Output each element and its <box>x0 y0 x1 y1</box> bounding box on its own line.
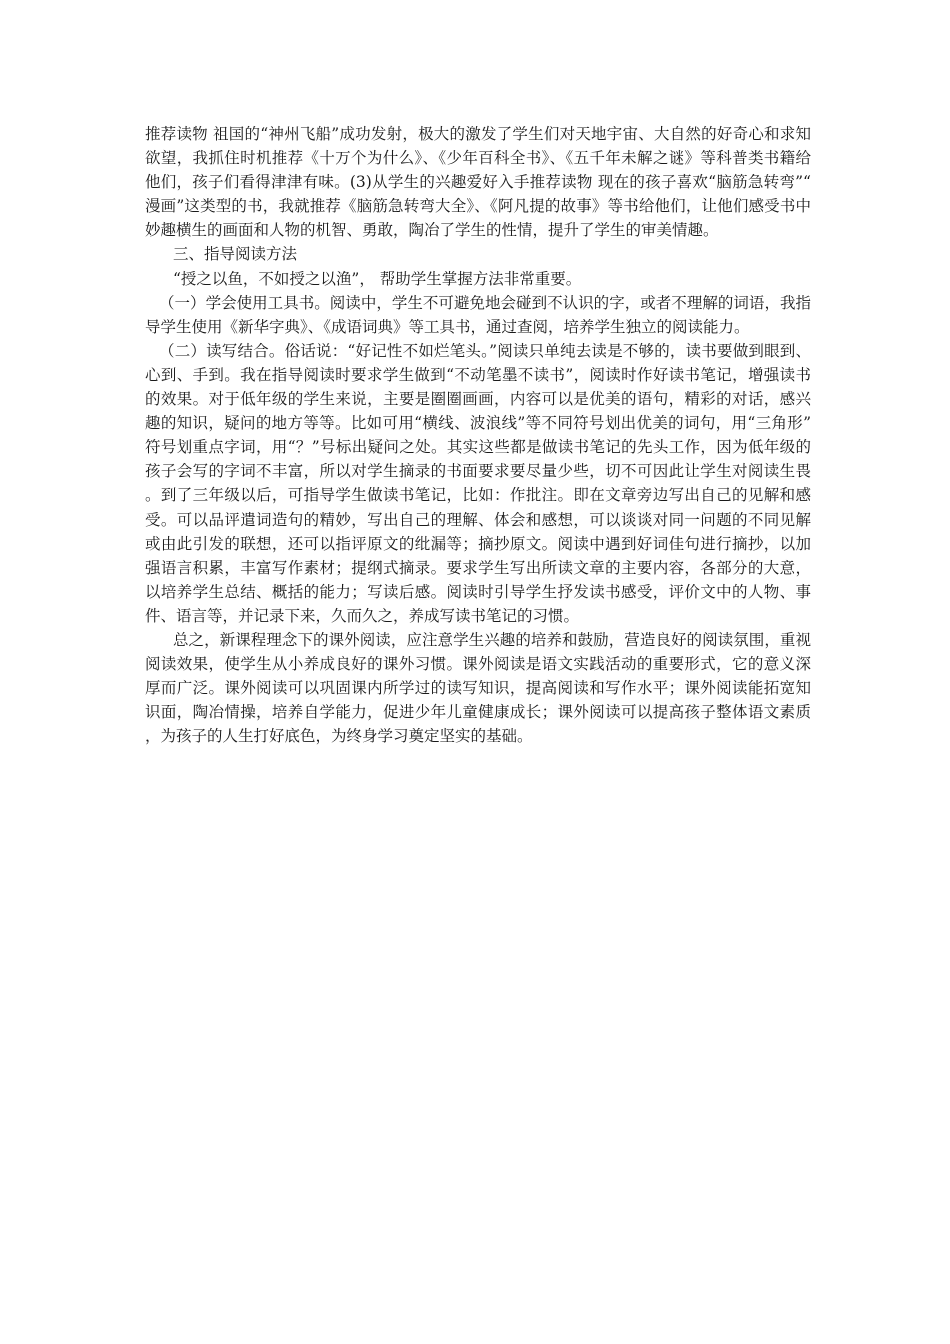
paragraph-recommended-reading: 推荐读物 祖国的“神州飞船”成功发射，极大的激发了学生们对天地宇宙、大自然的好奇心和求知欲望，我抓住时机推荐《十万个为什么》、《少年百科全书》、《五千年未解之谜》等科普类书籍给他们，孩子们看得津津有味。(3)从学生的兴趣爱好入手推荐读物 现在的孩子喜欢“脑筋急转弯”“漫画”这类型的书，我就推荐《脑筋急转弯大全》、《阿凡提的故事》等书给他们，让他们感受书中妙趣横生的画面和人物的机智、勇敢，陶冶了学生的性情，提升了学生的审美情趣。 <box>145 125 811 240</box>
paragraph-reading-writing: （二）读写结合。俗话说：“好记性不如烂笔头。”阅读只单纯去读是不够的，读书要做到眼到、心到、手到。我在指导阅读时要求学生做到“不动笔墨不读书”，阅读时作好读书笔记，增强读书的效果。对于低年级的学生来说，主要是圈圈画画，内容可以是优美的语句，精彩的对话，感兴趣的知识，疑问的地方等等。比如可用“横线、波浪线”等不同符号划出优美的词句，用“三角形”符号划重点字词，用“？”号标出疑问之处。其实这些都是做读书笔记的先头工作，因为低年级的孩子会写的字词不丰富，所以对学生摘录的书面要求要尽量少些，切不可因此让学生对阅读生畏。到了三年级以后，可指导学生做读书笔记，比如：作批注。即在文章旁边写出自己的见解和感受。可以品评遣词造句的精妙，写出自己的理解、体会和感想，可以谈谈对同一问题的不同见解或由此引发的联想，还可以指评原文的纰漏等；摘抄原文。阅读中遇到好词佳句进行摘抄，以加强语言积累，丰富写作素材；提纲式摘录。要求学生写出所读文章的主要内容，各部分的大意，以培养学生总结、概括的能力；写读后感。阅读时引导学生抒发读书感受，评价文中的人物、事件、语言等，并记录下来，久而久之，养成写读书笔记的习惯。 <box>145 341 811 625</box>
section-heading-reading-methods: 三、指导阅读方法 <box>173 245 298 264</box>
paragraph-reference-books: （一）学会使用工具书。阅读中，学生不可避免地会碰到不认识的字，或者不理解的词语，我指导学生使用《新华字典》、《成语词典》等工具书，通过查阅，培养学生独立的阅读能力。 <box>145 293 811 336</box>
paragraph-conclusion: 总之，新课程理念下的课外阅读，应注意学生兴趣的培养和鼓励，营造良好的阅读氛围，重视阅读效果，使学生从小养成良好的课外习惯。课外阅读是语文实践活动的重要形式，它的意义深厚而广泛。课外阅读可以巩固课内所学过的读写知识，提高阅读和写作水平；课外阅读能拓宽知识面，陶冶情操，培养自学能力，促进少年儿童健康成长；课外阅读可以提高孩子整体语文素质，为孩子的人生打好底色，为终身学习奠定坚实的基础。 <box>145 630 811 746</box>
document-body <box>145 122 811 748</box>
paragraph-proverb: “授之以鱼，不如授之以渔”， 帮助学生掌握方法非常重要。 <box>173 269 582 288</box>
